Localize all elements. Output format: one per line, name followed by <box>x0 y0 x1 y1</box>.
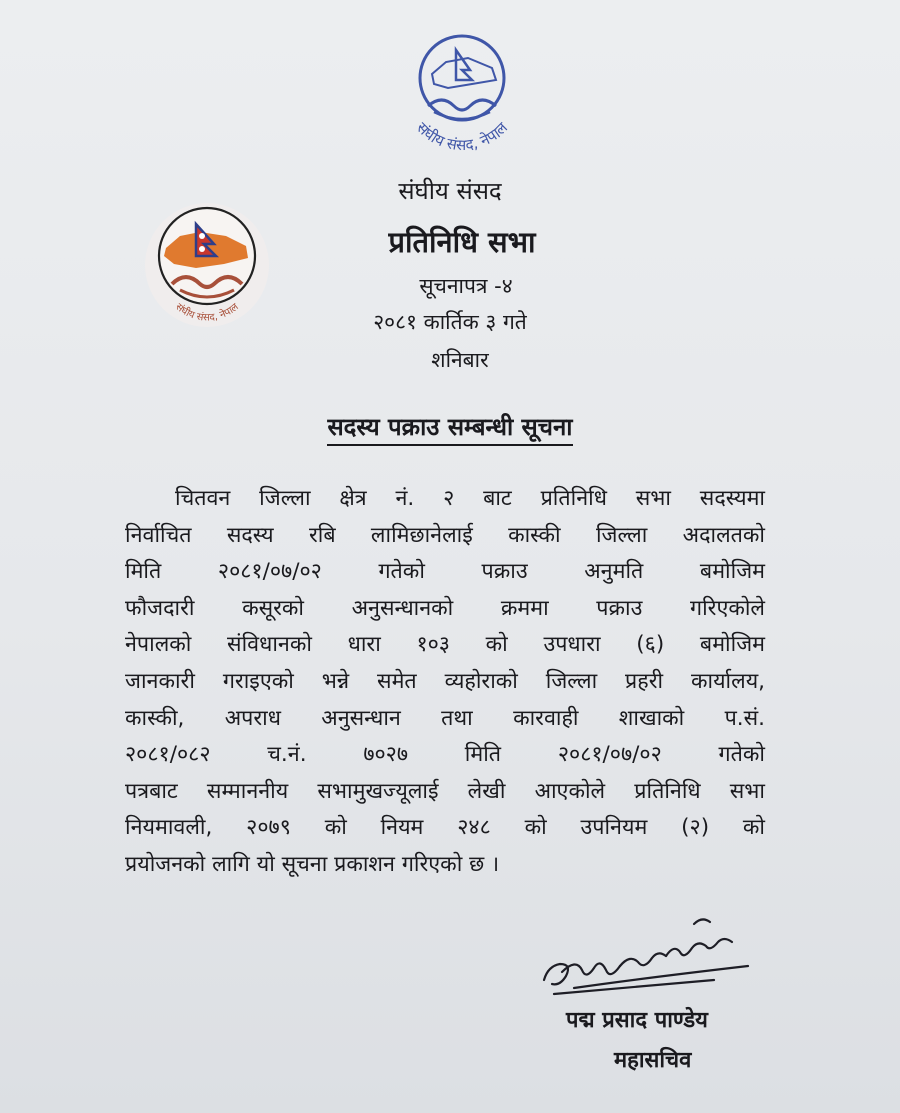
svg-text:संघीय संसद, नेपाल: संघीय संसद, नेपाल <box>412 118 512 155</box>
body-line: प्रयोजनको लागि यो सूचना प्रकाशन गरिएको छ । <box>125 851 500 877</box>
body-line: नेपालको संविधानको धारा १०३ को उपधारा (६) बमोजिम <box>125 632 765 658</box>
handwritten-signature-icon <box>534 914 756 1006</box>
svg-text:संघीय संसद, नेपाल: संघीय संसद, नेपाल <box>173 301 241 324</box>
notice-number: सूचनापत्र -४ <box>419 274 513 298</box>
body-line: कास्की, अपराध अनुसन्धान तथा कारवाही शाखाको प.सं. <box>125 705 765 731</box>
federal-parliament-emblem-icon <box>388 28 536 164</box>
body-line: नियमावली, २०७९ को नियम २४८ को उपनियम (२) को <box>125 815 765 841</box>
body-line: जानकारी गराइएको भन्ने समेत व्यहोराको जिल्ला प्रहरी कार्यालय, <box>125 668 765 694</box>
body-line: पत्रबाट सम्माननीय सभामुखज्यूलाई लेखी आएकोले प्रतिनिधि सभा <box>125 778 765 804</box>
organization-name: संघीय संसद <box>398 177 502 205</box>
signatory-name: पद्म प्रसाद पाण्डेय <box>566 1008 708 1033</box>
house-name: प्रतिनिधि सभा <box>388 225 536 259</box>
notice-date: २०८१ कार्तिक ३ गते <box>373 310 527 334</box>
body-line: निर्वाचित सदस्य रबि लामिछानेलाई कास्की जिल्ला अदालतको <box>125 522 765 548</box>
notice-weekday: शनिबार <box>431 348 489 372</box>
notice-body <box>125 481 765 884</box>
body-line: मिति २०८१/०७/०२ गतेको पक्राउ अनुमति बमोजिम <box>125 559 765 585</box>
body-line: फौजदारी कसूरको अनुसन्धानको क्रममा पक्राउ गरिएकोले <box>125 595 765 621</box>
signatory-designation: महासचिव <box>614 1048 692 1073</box>
body-line: चितवन जिल्ला क्षेत्र नं. २ बाट प्रतिनिधि सभा सदस्यमा <box>175 486 765 511</box>
notice-subject <box>0 410 900 443</box>
notice-subject-text: सदस्य पक्राउ सम्बन्धी सूचना <box>327 413 572 446</box>
body-line: २०८१/०८२ च.नं. ७०२७ मिति २०८१/०७/०२ गतेको <box>125 742 765 768</box>
